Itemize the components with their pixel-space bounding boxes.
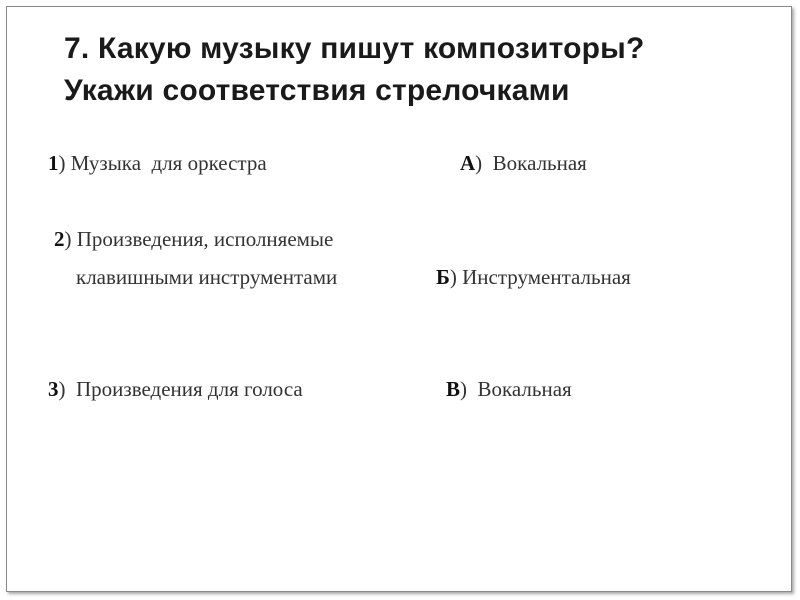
right-item-b-marker: Б: [436, 265, 450, 289]
left-item-2-text-line-2: клавишными инструментами: [76, 265, 338, 289]
left-item-1-paren: ): [58, 151, 66, 175]
left-item-3-text: Произведения для голоса: [65, 377, 303, 401]
right-item-b-text: Инструментальная: [456, 265, 631, 289]
left-item-1-text: Музыка для оркестра: [65, 151, 267, 175]
right-item-b: [436, 258, 631, 296]
left-item-1-marker: 1: [48, 151, 59, 175]
right-item-v-text: Вокальная: [467, 377, 572, 401]
left-item-2: [54, 220, 337, 296]
right-item-a-paren: ): [475, 151, 483, 175]
left-item-3: [48, 370, 303, 408]
left-item-2-paren: ): [64, 227, 72, 251]
left-item-2-marker: 2: [54, 227, 65, 251]
left-item-1: [48, 144, 267, 182]
right-item-v: [446, 370, 572, 408]
right-item-b-paren: ): [449, 265, 457, 289]
left-item-2-text: Произведения, исполняемые: [71, 227, 334, 251]
page-title: [64, 28, 645, 112]
right-item-v-paren: ): [460, 377, 468, 401]
title-line-1: 7. Какую музыку пишут композиторы?: [64, 32, 645, 65]
right-item-a: [460, 144, 587, 182]
left-item-3-paren: ): [58, 377, 66, 401]
title-line-2: Укажи соответствия стрелочками: [64, 74, 570, 107]
right-item-v-marker: В: [446, 377, 461, 401]
left-item-3-marker: 3: [48, 377, 59, 401]
right-item-a-text: Вокальная: [482, 151, 587, 175]
right-item-a-marker: А: [460, 151, 476, 175]
